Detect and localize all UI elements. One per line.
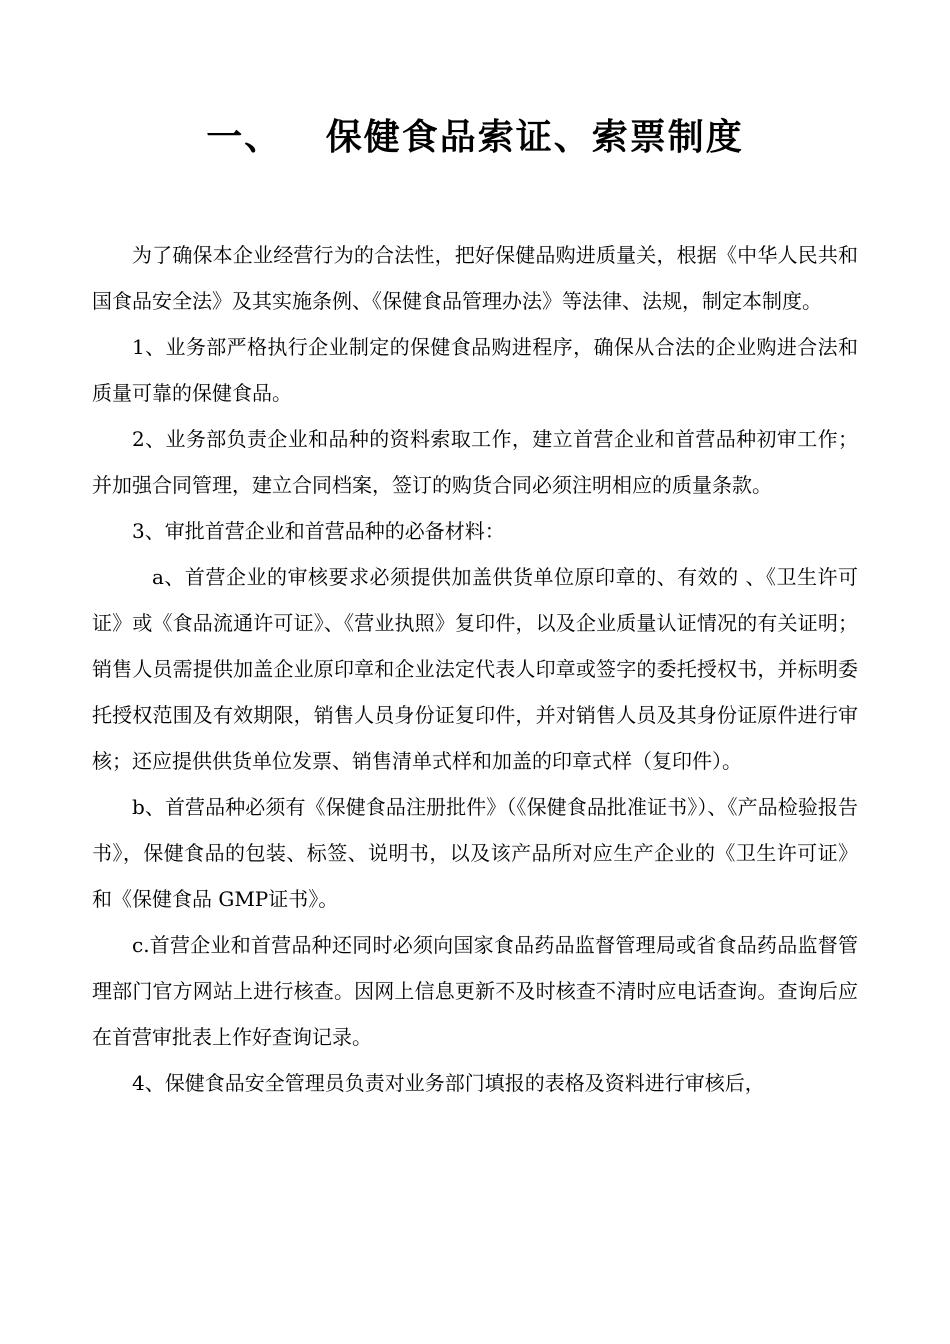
paragraph-item-3c: c.首营企业和首营品种还同时必须向国家食品药品监督管理局或省食品药品监督管理部门官方网站上进行核查。因网上信息更新不及时核查不清时应电话查询。查询后应在首营审批表上作好查询记录。 [92, 933, 858, 1049]
paragraph-item-3: 3、审批首营企业和首营品种的必备材料： [132, 519, 505, 543]
paragraph-item-3b: b、首营品种必须有《保健食品注册批件》（《保健食品批准证书》）、《产品检验报告书》，保健食品的包装、标签、说明书，以及该产品所对应生产企业的《卫生许可证》和《保健食品 GMP证书》。 [92, 795, 858, 911]
paragraph-item-1: 1、业务部严格执行企业制定的保健食品购进程序，确保从合法的企业购进合法和质量可靠的保健食品。 [92, 335, 858, 405]
paragraph-item-2: 2、业务部负责企业和品种的资料索取工作，建立首营企业和首营品种初审工作；并加强合同管理，建立合同档案，签订的购货合同必须注明相应的质量条款。 [92, 427, 858, 497]
document-body [92, 232, 858, 1106]
paragraph-intro: 为了确保本企业经营行为的合法性，把好保健品购进质量关，根据《中华人民共和国食品安全法》及其实施条例、《保健食品管理办法》等法律、法规，制定本制度。 [92, 243, 858, 313]
paragraph-item-3a: a、首营企业的审核要求必须提供加盖供货单位原印章的、有效的 、《卫生许可证》或《食品流通许可证》、《营业执照》复印件，以及企业质量认证情况的有关证明；销售人员需提供加盖企业原印章和企业法定代表人印章或签字的委托授权书，并标明委托授权范围及有效期限，销售人员身份证复印件，并对销售人员及其身份证原件进行审核；还应提供供货单位发票、销售清单式样和加盖的印章式样（复印件）。 [92, 565, 858, 773]
paragraph-item-4: 4、保健食品安全管理员负责对业务部门填报的表格及资料进行审核后， [132, 1071, 765, 1095]
document-title: 一、 保健食品索证、索票制度 [206, 117, 744, 158]
